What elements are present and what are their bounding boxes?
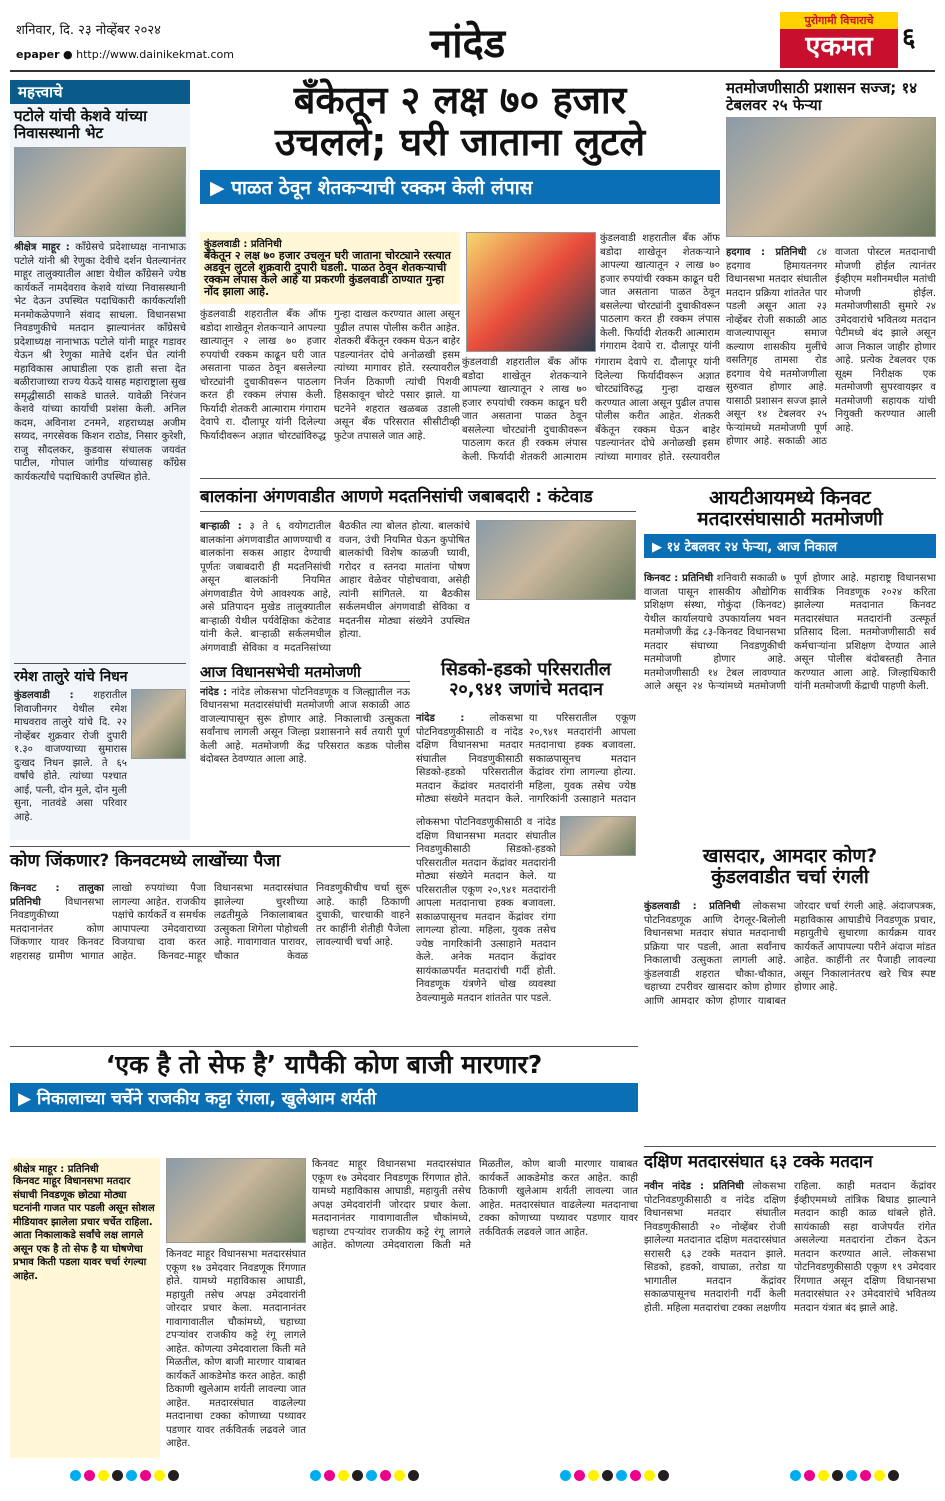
lead-subheadline: ▶ पाळत ठेवून शेतकऱ्याची रक्कम केली लंपास (200, 170, 720, 204)
kon-jinkanar-story (10, 852, 410, 871)
story-headline: बालकांना अंगणवाडीत आणणे मदतनिसांची जबाबदारी : कंटेवाड (200, 488, 636, 512)
registration-colorbar (310, 1470, 419, 1481)
vidhansabha-story (200, 664, 410, 776)
left-column (10, 80, 190, 840)
ekmat-logo: पुरोगामी विचाराचे एकमत (780, 12, 898, 68)
divider (200, 478, 936, 479)
story-body: कुंडलवाडी : शहरातील शिवाजीनगर येथील रमेश माधवराव तालुरे यांचे दि. २२ नोव्हेंबर शुक्रवार रोजी दुपारी १.३० वाजण्याच्या सुमारास दुःखद निधन झाले. ते ६५ वर्षांचे होते. त्यांच्या पश्चात आई, पत्नी, दोन मुले, दोन मुली सुना, नातवंडे असा परिवार आहे. (14, 690, 127, 823)
story-subheadline: ▶ निकालाच्या चर्चेने राजकीय कट्टा रंगला, खुलेआम शर्यती (10, 1083, 638, 1112)
counting-photo (726, 117, 936, 237)
divider (10, 846, 410, 847)
portrait-photo (131, 689, 186, 759)
safe-story (10, 1046, 638, 1112)
story-headline: आज विधानसभेची मतमोजणी (200, 664, 410, 682)
story-body: नवीन नांदेड : प्रतिनिधी लोकसभा पोटनिवडणुकीसाठी व नांदेड दक्षिण विधानसभा मतदार संघातील निवडणुकीसाठी २० नोव्हेंबर रोजी झालेल्या मतदानात दक्षिण मतदारसंघात सरासरी ६३ टक्के मतदान झाले. सिडको, हडको, वाघाळा, तरोडा या भागातील मतदान केंद्रांवर सकाळपासूनच मतदारांनी गर्दी केली होती. महिला मतदारांचा टक्का लक्षणीय राहिला. काही मतदान केंद्रांवर ईव्हीएममध्ये तांत्रिक बिघाड झाल्याने मतदान काही काळ थांबले होते. सायंकाळी सहा वाजेपर्यंत रांगेत असलेल्या मतदारांना टोकन देऊन मतदान करण्यात आले. लोकसभा पोटनिवडणुकीसाठी एकूण १९ उमेदवार रिंगणात असून दक्षिण विधानसभा मतदारसंघात २२ उमेदवारांचे भवितव्य मतदान यंत्रात बंद झाले आहे. (644, 1181, 936, 1314)
group-photo (476, 520, 636, 600)
lead-headline: बँकेतून २ लक्ष ७० हजार उचलले; घरी जाताना लुटले (274, 78, 646, 164)
story-headline: पटोले यांची केशवे यांच्या निवासस्थानी भेट (14, 107, 147, 142)
lead-body: कुंडलवाडी शहरातील बँक ऑफ बडोदा शाखेतून शेतकऱ्याने आपल्या खात्यातून २ लाख ७० हजार रुपयांची रक्कम काढून घरी जात असताना पाळत ठेवून बसलेल्या चोरट्यांनी दुचाकीवरून पाठलाग करत ही रक्कम लंपास केली. फिर्यादी शेतकरी आत्माराम गंगाराम देवापे रा. दौलापूर यांनी दिलेल्या फिर्यादीवरून अज्ञात चोरट्यांविरुद्ध गुन्हा दाखल करण्यात आला असून पुढील तपास पोलीस करीत आहेत. शेतकरी बँकेतून रक्कम घेऊन बाहेर पडल्यानंतर दोघे अनोळखी इसम त्यांच्या मागावर होते. रस्त्यावरील निर्जन ठिकाणी त्यांची पिशवी हिसकावून चोरटे पसार झाले. या घटनेने शहरात खळबळ उडाली असून बँक परिसरात सीसीटीव्ही फुटेज तपासले जात आहे. (200, 309, 460, 442)
registration-colorbar (790, 1470, 899, 1481)
top-right-story (726, 80, 936, 237)
candidates-photo (166, 1158, 306, 1243)
khasdar-story: खासदार, आमदार कोण? कुंडलवाडीत चर्चा रंगली (702, 845, 878, 888)
story-headline: रमेश तालुरे यांचे निधन (14, 669, 128, 685)
dakshin-story (644, 1146, 936, 1172)
kinwat-story: आयटीआयमध्ये किनवट मतदारसंघासाठी मतमोजणी ▶ १४ टेबलवर २४ फेऱ्या, आज निकाल (644, 488, 936, 558)
voters-photo (560, 816, 636, 856)
story-body: किनवट : तालुका प्रतिनिधी विधानसभा निवडणुकीच्या मतदानानंतर कोण जिंकणार यावर किनवट शहरासह ग्रामीण भागात लाखो रुपयांच्या पैजा लागल्या आहेत. राजकीय पक्षांचे कार्यकर्ते व समर्थक आपापल्या उमेदवाराच्या विजयाचा दावा करत आहेत. किनवट-माहूर विधानसभा मतदारसंघात झालेल्या चुरशीच्या लढतीमुळे निकालाबाबत उत्सुकता शिगेला पोहोचली आहे. गावागावात पारावर, चौकात केवळ निवडणुकीचीच चर्चा सुरू आहे. काही ठिकाणी दुचाकी, चारचाकी वाहने तर काहींनी शेतीही पैजेला लावल्याची चर्चा आहे. (10, 883, 410, 962)
lead-body-continued: कुंडलवाडी शहरातील बँक ऑफ बडोदा शाखेतून शेतकऱ्याने आपल्या खात्यातून २ लाख ७० हजार रुपयांची रक्कम काढून घरी जात असताना पाळत ठेवून बसलेल्या चोरट्यांनी दुचाकीवरून पाठलाग करत ही रक्कम लंपास केली. फिर्यादी शेतकरी आत्माराम गंगाराम देवापे रा. दौलापूर यांनी दिलेल्या फिर्यादीवरून अज्ञात चोरट्यांविरुद्ध गुन्हा दाखल करण्यात आला असून पुढील तपास पोलीस करीत आहेत. शेतकरी बँकेतून रक्कम घेऊन बाहेर पडल्यानंतर दोघे अनोळखी इसम त्यांच्या मागावर होते. रस्त्यावरील (462, 357, 720, 463)
story-body: हदगाव : प्रतिनिधी ८४ हदगाव हिमायतनगर विधानसभा मतदार संघातील मतदान प्रक्रिया शांततेत पार पडली असून आता २३ नोव्हेंबर रोजी सकाळी आठ वाजल्यापासून समाज कल्याण शासकीय मुलींचे वसतिगृह तामसा रोड हदगाव येथे मतमोजणीला सुरुवात होणार आहे. यासाठी प्रशासन सज्ज झाले असून १४ टेबलवर २५ फेऱ्यांमध्ये मतमोजणी पूर्ण होणार आहे. सकाळी आठ वाजता पोस्टल मतदानाची मोजणी होईल त्यानंतर ईव्हीएम मशीनमधील मतांची मोजणी होईल. मतमोजणीसाठी सुमारे २४ उमेदवारांचे भवितव्य मतदान पेटीमध्ये बंद झाले असून आज निकाल जाहीर होणार आहे. प्रत्येक टेबलवर एक सूक्ष्म निरीक्षक एक मतमोजणी सुपरवायझर व मतमोजणी सहायक यांची नियुक्ती करण्यात आली आहे. (726, 247, 936, 447)
registration-colorbar (560, 1470, 669, 1481)
section-label: महत्त्वाचे (10, 80, 190, 104)
story-headline: मतमोजणीसाठी प्रशासन सज्ज; १४ टेबलवर २५ फेऱ्या (726, 79, 918, 114)
masthead (10, 10, 935, 72)
anganwadi-story (200, 488, 636, 512)
story-headline: दक्षिण मतदारसंघात ६३ टक्के मतदान (644, 1152, 873, 1172)
story-headline: ‘एक है तो सेफ है’ यापैकी कोण बाजी मारणार? (105, 1050, 543, 1079)
cidco-story: सिडको-हडको परिसरातील २०,९४१ जणांचे मतदान (441, 659, 611, 700)
lead-body-side: कुंडलवाडी शहरातील बँक ऑफ बडोदा शाखेतून शेतकऱ्याने आपल्या खात्यातून २ लाख ७० हजार रुपयांची रक्कम काढून घरी जात असताना पाळत ठेवून बसलेल्या चोरट्यांनी दुचाकीवरून पाठलाग करत ही रक्कम लंपास केली. फिर्यादी शेतकरी आत्माराम गंगाराम देवापे रा. दौलापूर यांनी (600, 233, 720, 352)
story-body: नांदेड : लोकसभा पोटनिवडणुकीसाठी व नांदेड दक्षिण विधानसभा मतदार संघातील निवडणुकीसाठी सिडको-हडको परिसरातील मतदान केंद्रांवर मतदारांनी मोठ्या संख्येने मतदान केले. या परिसरातील एकूण २०,९४१ मतदारांनी आपला मतदानाचा हक्क बजावला. सकाळपासूनच मतदान केंद्रांवर रांगा लागल्या होत्या. महिला, युवक तसेच ज्येष्ठ नागरिकांनी उत्साहाने मतदान (416, 713, 636, 805)
story-body: नांदेड : नांदेड लोकसभा पोटनिवडणूक व जिल्ह्यातील नऊ विधानसभा मतदारसंघांची मतमोजणी आज सकाळी आठ वाजल्यापासून सुरू होणार आहे. निकालाची उत्सुकता सर्वांनाच लागली असून जिल्हा प्रशासनाने सर्व तयारी पूर्ण केली आहे. मतमोजणी केंद्र परिसरात कडक पोलीस बंदोबस्त ठेवण्यात आला आहे. (200, 686, 410, 765)
story-body-continued: लोकसभा पोटनिवडणुकीसाठी व नांदेड दक्षिण विधानसभा मतदार संघातील निवडणुकीसाठी सिडको-हडको परिसरातील मतदान केंद्रांवर मतदारांनी मोठ्या संख्येने मतदान केले. या परिसरातील एकूण २०,९४१ मतदारांनी आपला मतदानाचा हक्क बजावला. सकाळपासूनच मतदान केंद्रांवर रांगा लागल्या होत्या. महिला, युवक तसेच ज्येष्ठ नागरिकांनी उत्साहाने मतदान केले. अनेक मतदान केंद्रांवर सायंकाळपर्यंत मतदारांची गर्दी होती. निवडणूक यंत्रणेने चोख व्यवस्था ठेवल्यामुळे मतदान शांततेत पार पडले. (416, 817, 556, 1004)
issue-date: शनिवार, दि. २३ नोव्हेंबर २०२४ (16, 23, 161, 38)
story-headline: कोण जिंकणार? किनवटमध्ये लाखोंच्या पैजा (10, 851, 281, 871)
news-photo (14, 147, 186, 237)
epaper-link[interactable]: epaper ● http://www.dainikekmat.com (16, 48, 234, 61)
story-body: किनवट माहूर विधानसभा मतदारसंघात एकूण १७ उमेदवार निवडणूक रिंगणात होते. यामध्ये महाविकास आघाडी, महायुती तसेच अपक्ष उमेदवारांनी जोरदार प्रचार केला. मतदानानंतर गावागावातील चौकांमध्ये, चहाच्या टपऱ्यांवर राजकीय कट्टे रंगू लागले आहेत. कोणत्या उमेदवाराला किती मते मिळतील, कोण बाजी मारणार याबाबत कार्यकर्ते आकडेमोड करत आहेत. काही ठिकाणी खुलेआम शर्यती लावल्या जात आहेत. मतदारसंघात वाढलेल्या मतदानाचा टक्का कोणाच्या पथ्यावर पडणार यावर तर्कवितर्क लढवले जात आहेत. (166, 1249, 306, 1449)
city-title: नांदेड (430, 21, 506, 67)
registration-colorbar (70, 1470, 179, 1481)
lead-story (200, 80, 720, 204)
illustration-theft (466, 232, 596, 352)
page-number: ६ (902, 23, 916, 53)
lead-intro: कुंडलवाडी : प्रतिनिधी बँकेतून २ लक्ष ७० हजार उचलून घरी जाताना चोरट्याने रस्त्यात अडवून लुटले शुक्रवारी दुपारी घडली. पाळत ठेवून शेतकऱ्याची रक्कम लंपास केले आहे या प्रकरणी कुंडलवाडी ठाण्यात गुन्हा नोंद झाला आहे. (200, 232, 460, 304)
safe-intro: श्रीक्षेत्र माहूर : प्रतिनिधी किनवट माहूर विधानसभा मतदार संघाची निवडणूक छोट्या मोठ्या घटनांनी गाजत पार पडली असून सोशल मीडियावर झालेला प्रचार चर्चेत राहिला. आता निकालाकडे सर्वांचे लक्ष लागले असून एक है तो सेफ है या घोषणेचा प्रभाव किती पडला यावर चर्चा रंगल्या आहेत. (10, 1158, 160, 1458)
divider (14, 663, 186, 664)
story-body-continued: किनवट माहूर विधानसभा मतदारसंघात एकूण १७ उमेदवार निवडणूक रिंगणात होते. यामध्ये महाविकास आघाडी, महायुती तसेच अपक्ष उमेदवारांनी जोरदार प्रचार केला. मतदानानंतर गावागावातील चौकांमध्ये, चहाच्या टपऱ्यांवर राजकीय कट्टे रंगू लागले आहेत. कोणत्या उमेदवाराला किती मते मिळतील, कोण बाजी मारणार याबाबत कार्यकर्ते आकडेमोड करत आहेत. काही ठिकाणी खुलेआम शर्यती लावल्या जात आहेत. मतदारसंघात वाढलेल्या मतदानाचा टक्का कोणाच्या पथ्यावर पडणार यावर तर्कवितर्क लढवले जात आहेत. (312, 1159, 638, 1251)
story-body: कुंडलवाडी : प्रतिनिधी लोकसभा पोटनिवडणूक आणि देगलूर-बिलोली विधानसभा मतदार संघात मतदानाची प्रक्रिया पार पडली, आता सर्वांनाच निकालाची उत्सुकता लागली आहे. कुंडलवाडी शहरात चौका-चौकात, चहाच्या टपरीवर खासदार कोण होणार आणि आमदार कोण होणार याबाबत जोरदार चर्चा रंगली आहे. अंदाजपत्रक, महाविकास आघाडीचे निवडणूक प्रचार, महायुतीचे सुधारणा कार्यक्रम यावर कार्यकर्ते आपापल्या परीने अंदाज मांडत आहेत. काहींनी तर पैजाही लावल्या असून निकालानंतरच खरे चित्र स्पष्ट होणार आहे. (644, 901, 936, 1007)
story-body: किनवट : प्रतिनिधी शनिवारी सकाळी ७ वाजता पासून शासकीय औद्योगिक प्रशिक्षण संस्था, गोकुंदा (किनवट) येथील कार्यालयाचे उपकार्यालय भवन मतमोजणी केंद्र ८३-किनवट विधानसभा मतदार संघाच्या निवडणुकीची मतमोजणी होणार आहे. मतमोजणीसाठी १४ टेबल लावण्यात आले असून २४ फेऱ्यांमध्ये मतमोजणी पूर्ण होणार आहे. महाराष्ट्र विधानसभा सार्वत्रिक निवडणूक २०२४ करिता झालेल्या मतदानात किनवट मतदारसंघात मतदारांनी उत्स्फूर्त प्रतिसाद दिला. मतमोजणीसाठी सर्व कर्मचाऱ्यांना प्रशिक्षण देण्यात आले असून पोलीस बंदोबस्तही तैनात करण्यात आला आहे. जिल्हाधिकारी यांनी मतमोजणी केंद्राची पाहणी केली. (644, 573, 936, 692)
story-subheadline: ▶ १४ टेबलवर २४ फेऱ्या, आज निकाल (644, 534, 936, 558)
story-body: श्रीक्षेत्र माहूर : काँग्रेसचे प्रदेशाध्यक्ष नानाभाऊ पटोले यांनी श्री रेणुका देवीचे दर्शन घेतल्यानंतर माहूर तालुक्यातील आष्टा येथील काँग्रेसने ज्येष्ठ कार्यकर्ते नामदेवराव केशवे यांच्या निवासस्थानी भेट देऊन उपस्थित पदाधिकारी कार्यकर्त्यांशी मनमोकळेपणाने संवाद साधला. विधानसभा निवडणुकीचे मतदान झाल्यानंतर काँग्रेसचे प्रदेशाध्यक्ष नानाभाऊ पटोले यांनी माहूर गडावर येऊन श्री रेणुका मातेचे दर्शन घेत त्यांनी महाविकास आघाडीला एक हाती सत्ता देत बळीराजाच्या राज्य येऊदे यासह महाराष्ट्राला सुख समृद्धीसाठी साकडे घातले. यावेळी निरंजन केशवे यांच्या कार्याची प्रशंसा केली. अनिल कदम, अविनाश टनमने, शहराध्यक्ष अजीम सय्यद, नगरसेवक किशन राठोड, निसार कुरेशी, राजु सौदलकर, कुडवास संचालक जयवंत पाटील, गोपाल जांगीड यांच्यासह काँग्रेस कार्यकर्त्यांचे पदाधिकारी उपस्थित होते. (14, 242, 187, 483)
story-body: बाऱ्हाळी : ३ ते ६ वयोगटातील बालकांना अंगणवाडीत आणण्याची व बालकांना सकस आहार देण्याची पूर्णतः जबाबदारी ही मदतनिसांची असून बालकांनी नियमित अंगणवाडीत येणे आवश्यक आहे, असे प्रतिपादन मुखेड तालुक्यातील बाऱ्हाळी येथील पर्यवेक्षिका कंटेवाड यांनी केले. बाऱ्हाळी सर्कलमधील अंगणवाडी सेविका व मदतनिसांच्या बैठकीत त्या बोलत होत्या. बालकांचे वजन, उंची नियमित घेऊन कुपोषित बालकांची विशेष काळजी घ्यावी, गरोदर व स्तनदा मातांना पोषण आहार वेळेवर पोहोचवावा, असेही त्यांनी सांगितले. या बैठकीस सर्कलमधील अंगणवाडी सेविका व मदतनीस मोठ्या संख्येने उपस्थित होत्या. (200, 521, 470, 654)
